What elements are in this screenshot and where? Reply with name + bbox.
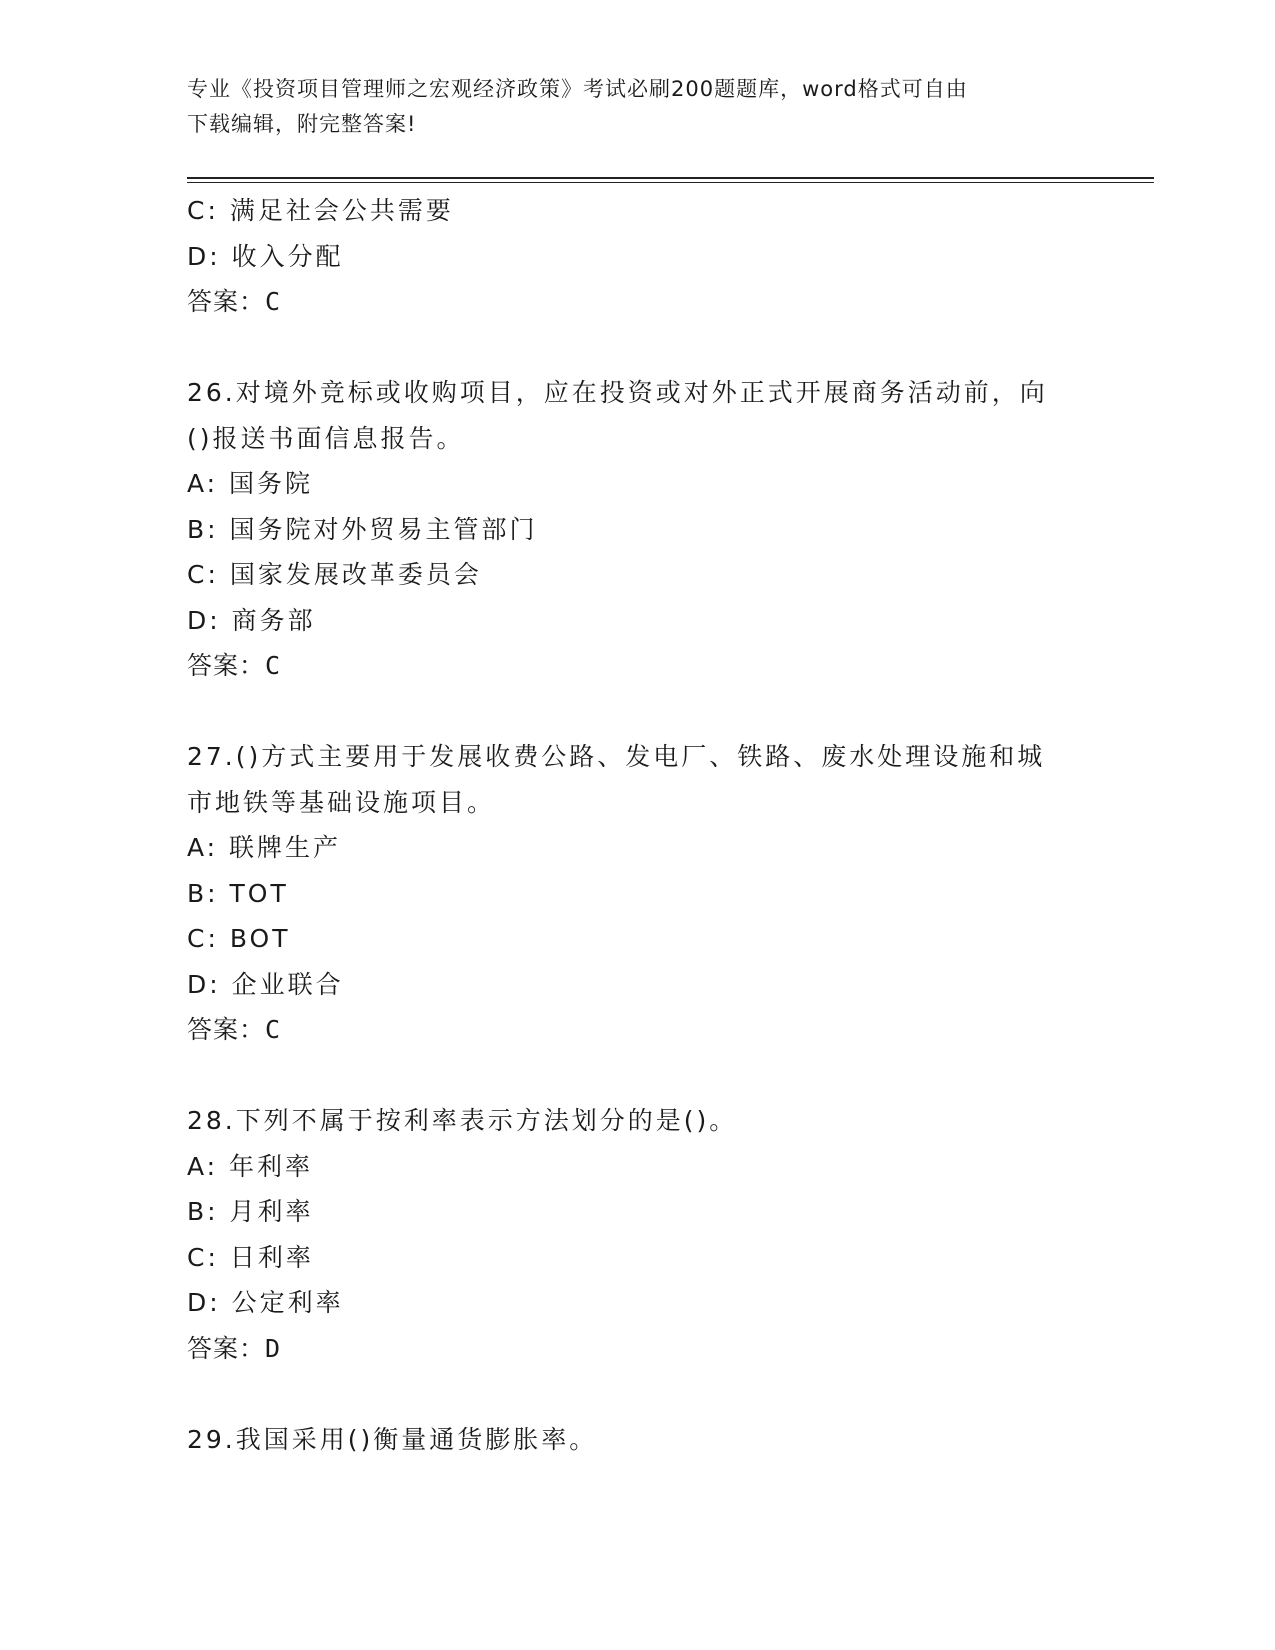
question-block-29: [187, 1417, 1087, 1463]
answer-value: D: [265, 1333, 282, 1363]
answer-line: [187, 1326, 1087, 1372]
question-block-28: [187, 1098, 1087, 1371]
answer-label: 答案：: [187, 1333, 266, 1363]
question-block-continued: [187, 188, 1087, 325]
header-rule-thin: [187, 182, 1154, 183]
question-block-26: [187, 370, 1087, 689]
option-d: D: 公定利率: [187, 1288, 344, 1317]
question-stem-line: ()报送书面信息报告。: [187, 423, 465, 453]
option-a: A: 国务院: [187, 469, 314, 498]
question-stem-line: 29.我国采用()衡量通货膨胀率。: [187, 1424, 598, 1454]
answer-value: C: [265, 1015, 282, 1044]
header-rule-thick: [187, 177, 1154, 179]
document-header: [187, 72, 1067, 142]
spacer: [187, 325, 1087, 371]
question-list: [187, 188, 1087, 1462]
question-stem-line: 28.下列不属于按利率表示方法划分的是()。: [187, 1106, 738, 1135]
option-a: A: 联牌生产: [187, 833, 342, 862]
option-c: C: 国家发展改革委员会: [187, 560, 482, 589]
spacer: [187, 1053, 1087, 1099]
answer-line: [187, 1007, 1087, 1053]
option-d: D: 商务部: [187, 605, 316, 635]
option-d: D: 企业联合: [187, 969, 344, 999]
answer-value: C: [265, 287, 282, 316]
question-stem-line: 26.对境外竞标或收购项目，应在投资或对外正式开展商务活动前，向: [187, 378, 1048, 407]
spacer: [187, 689, 1087, 735]
answer-line: [187, 279, 1087, 325]
option-c: C: 日利率: [187, 1242, 314, 1272]
question-stem-line: 市地铁等基础设施项目。: [187, 787, 496, 817]
header-line-1: 专业《投资项目管理师之宏观经济政策》考试必刷200题题库，word格式可自由: [187, 77, 968, 101]
answer-value: C: [265, 651, 282, 680]
answer-label: 答案：: [187, 651, 266, 680]
option-b: B: 国务院对外贸易主管部门: [187, 514, 538, 544]
question-block-27: [187, 734, 1087, 1053]
answer-label: 答案：: [187, 1015, 266, 1044]
option-a: A: 年利率: [187, 1151, 314, 1181]
question-stem-line: 27.()方式主要用于发展收费公路、发电厂、铁路、废水处理设施和城: [187, 742, 1046, 771]
spacer: [187, 1371, 1087, 1417]
option-d: D: 收入分配: [187, 241, 344, 271]
answer-label: 答案：: [187, 287, 266, 316]
option-b: B: 月利率: [187, 1197, 314, 1226]
option-c: C: BOT: [187, 924, 291, 953]
header-line-2: 下载编辑，附完整答案!: [187, 112, 417, 136]
option-c: C: 满足社会公共需要: [187, 196, 454, 225]
answer-line: [187, 643, 1087, 689]
option-b: B: TOT: [187, 878, 289, 908]
